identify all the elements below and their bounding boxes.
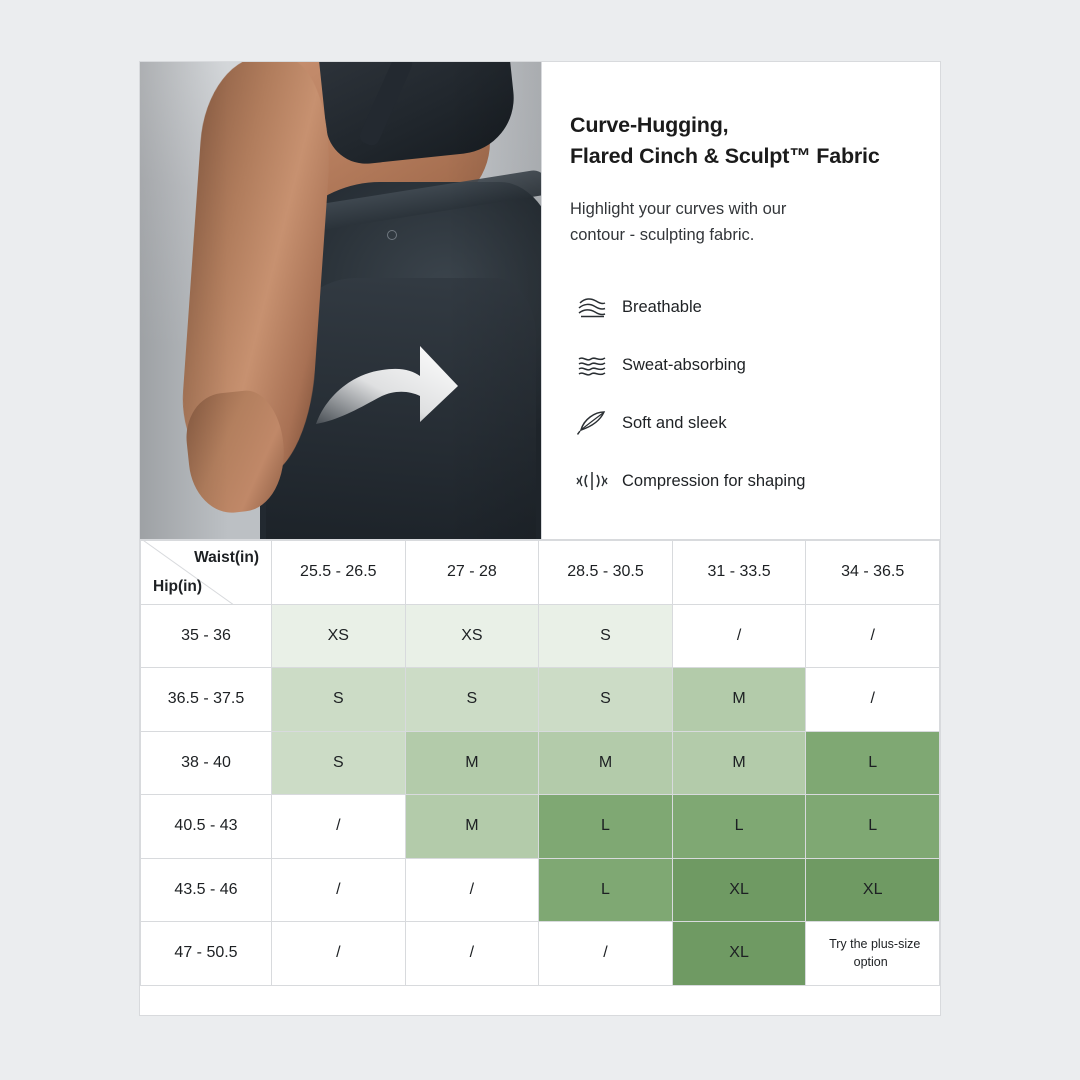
hero-subtitle-line-2: contour - sculpting fabric. [570, 225, 755, 244]
size-cell: / [272, 922, 406, 986]
size-cell: L [539, 795, 673, 859]
brand-logo-icon [387, 230, 397, 240]
feature-item-sweat-absorbing [570, 336, 904, 394]
size-cell: M [672, 731, 806, 795]
feature-label: Soft and sleek [622, 413, 727, 432]
table-row [141, 858, 940, 922]
size-cell: / [672, 604, 806, 668]
size-cell: / [272, 795, 406, 859]
row-header-hip-2: 36.5 - 37.5 [141, 668, 272, 732]
size-cell: / [806, 668, 940, 732]
waist-axis-label: Waist(in) [194, 549, 259, 566]
table-row [141, 731, 940, 795]
size-cell: XS [405, 604, 539, 668]
size-cell: / [806, 604, 940, 668]
column-header-waist-3: 28.5 - 30.5 [539, 541, 673, 605]
size-cell: L [672, 795, 806, 859]
table-header-row [141, 541, 940, 605]
table-row [141, 795, 940, 859]
compression-waves-icon [570, 469, 614, 493]
row-header-hip-1: 35 - 36 [141, 604, 272, 668]
table-row [141, 922, 940, 986]
size-cell: L [806, 731, 940, 795]
feature-item-soft-and-sleek [570, 394, 904, 452]
size-cell: M [405, 795, 539, 859]
column-header-waist-5: 34 - 36.5 [806, 541, 940, 605]
column-header-waist-2: 27 - 28 [405, 541, 539, 605]
size-cell: M [539, 731, 673, 795]
column-header-waist-1: 25.5 - 26.5 [272, 541, 406, 605]
size-cell: XL [806, 858, 940, 922]
row-header-hip-5: 43.5 - 46 [141, 858, 272, 922]
size-guide-card [139, 61, 941, 1016]
size-cell: XS [272, 604, 406, 668]
size-cell: / [405, 922, 539, 986]
size-cell: XL [672, 858, 806, 922]
feature-label: Breathable [622, 297, 702, 316]
size-cell-plus-size-note [806, 922, 940, 986]
size-cell: S [405, 668, 539, 732]
size-cell: / [539, 922, 673, 986]
hero-subtitle-line-1: Highlight your curves with our [570, 200, 787, 219]
feather-icon [570, 410, 614, 436]
fabric-layers-icon [570, 295, 614, 319]
feature-item-compression [570, 452, 904, 510]
table-row [141, 604, 940, 668]
plus-size-note-text: Try the plus-size option [829, 937, 921, 970]
axis-corner-cell [141, 541, 272, 605]
size-cell: S [272, 668, 406, 732]
feature-label: Compression for shaping [622, 471, 806, 490]
product-photo [140, 62, 542, 539]
hero-title [570, 110, 904, 171]
size-cell: XL [672, 922, 806, 986]
size-cell: / [272, 858, 406, 922]
size-cell: M [672, 668, 806, 732]
row-header-hip-6: 47 - 50.5 [141, 922, 272, 986]
feature-item-breathable [570, 278, 904, 336]
size-cell: M [405, 731, 539, 795]
size-cell: S [539, 604, 673, 668]
hip-axis-label: Hip(in) [153, 577, 203, 595]
hero-title-line-1: Curve-Hugging, [570, 113, 729, 137]
feature-label: Sweat-absorbing [622, 355, 746, 374]
column-header-waist-4: 31 - 33.5 [672, 541, 806, 605]
size-cell: L [539, 858, 673, 922]
hero-title-line-2: Flared Cinch & Sculpt™ Fabric [570, 143, 880, 168]
feature-list [570, 278, 904, 510]
water-waves-icon [570, 353, 614, 377]
size-table-wrap [140, 540, 940, 1015]
upward-curved-arrow-icon [308, 300, 468, 430]
size-cell: / [405, 858, 539, 922]
row-header-hip-4: 40.5 - 43 [141, 795, 272, 859]
table-row [141, 668, 940, 732]
size-cell: S [272, 731, 406, 795]
size-cell: L [806, 795, 940, 859]
hero-info [542, 62, 940, 539]
hero-subtitle [570, 197, 904, 248]
size-chart-table [140, 540, 940, 986]
row-header-hip-3: 38 - 40 [141, 731, 272, 795]
size-cell: S [539, 668, 673, 732]
hero-section [140, 62, 940, 540]
